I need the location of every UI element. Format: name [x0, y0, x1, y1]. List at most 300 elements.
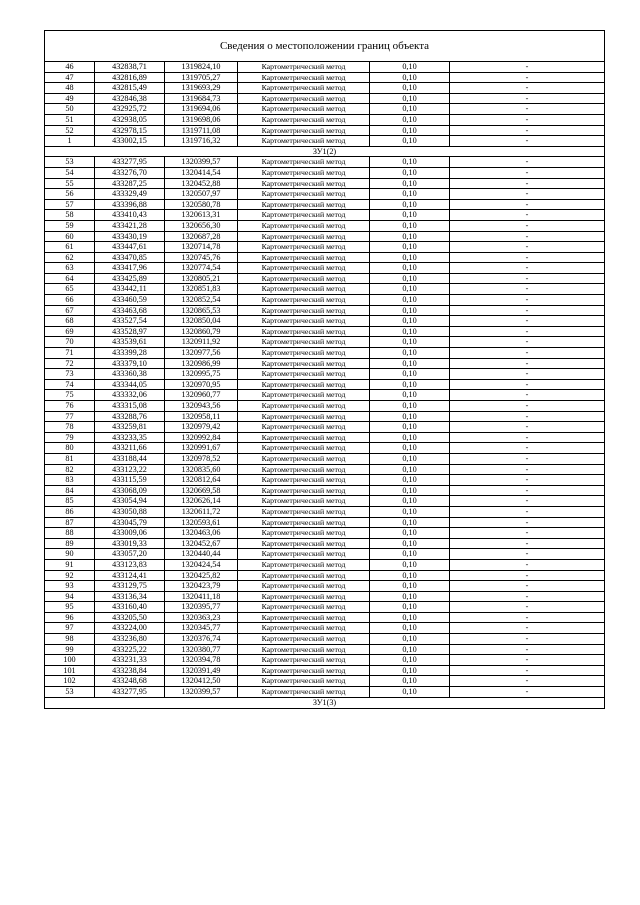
x-coordinate-cell: 433068,09 [95, 486, 165, 496]
x-coordinate-cell: 433315,08 [95, 401, 165, 411]
y-coordinate-cell: 1320463,06 [165, 528, 238, 538]
accuracy-cell: 0,10 [370, 443, 450, 453]
table-row [45, 486, 604, 497]
x-coordinate-cell: 432816,89 [95, 73, 165, 83]
point-number-cell: 79 [45, 433, 95, 443]
x-coordinate-cell: 433224,00 [95, 623, 165, 633]
accuracy-cell: 0,10 [370, 73, 450, 83]
y-coordinate-cell: 1320412,50 [165, 676, 238, 686]
accuracy-cell: 0,10 [370, 433, 450, 443]
table-row [45, 687, 604, 698]
description-cell: - [525, 528, 529, 538]
accuracy-cell: 0,10 [370, 295, 450, 305]
accuracy-cell: 0,10 [370, 369, 450, 379]
description-cell: - [525, 676, 529, 686]
x-coordinate-cell: 433360,38 [95, 369, 165, 379]
accuracy-cell: 0,10 [370, 528, 450, 538]
y-coordinate-cell: 1319684,73 [165, 94, 238, 104]
y-coordinate-cell: 1320714,78 [165, 242, 238, 252]
y-coordinate-cell: 1320943,56 [165, 401, 238, 411]
point-number-cell: 90 [45, 549, 95, 559]
accuracy-cell: 0,10 [370, 274, 450, 284]
y-coordinate-cell: 1320414,54 [165, 168, 238, 178]
description-cell: - [525, 83, 529, 93]
table-row [45, 645, 604, 656]
point-number-cell: 70 [45, 337, 95, 347]
x-coordinate-cell: 433188,44 [95, 454, 165, 464]
table-row [45, 242, 604, 253]
y-coordinate-cell: 1320865,53 [165, 306, 238, 316]
accuracy-cell: 0,10 [370, 412, 450, 422]
point-number-cell: 68 [45, 316, 95, 326]
table-row [45, 549, 604, 560]
x-coordinate-cell: 433009,06 [95, 528, 165, 538]
y-coordinate-cell: 1320812,64 [165, 475, 238, 485]
description-cell: - [525, 178, 529, 188]
description-cell: - [525, 231, 529, 241]
x-coordinate-cell: 433344,05 [95, 380, 165, 390]
method-cell: Картометрический метод [238, 210, 370, 220]
accuracy-cell: 0,10 [370, 359, 450, 369]
point-number-cell: 98 [45, 634, 95, 644]
accuracy-cell: 0,10 [370, 539, 450, 549]
point-number-cell: 72 [45, 359, 95, 369]
point-number-cell: 100 [45, 655, 95, 665]
point-number-cell: 97 [45, 623, 95, 633]
description-cell: - [525, 199, 529, 209]
accuracy-cell: 0,10 [370, 253, 450, 263]
boundary-table [44, 30, 605, 709]
accuracy-cell: 0,10 [370, 348, 450, 358]
point-number-cell: 91 [45, 560, 95, 570]
y-coordinate-cell: 1320424,54 [165, 560, 238, 570]
accuracy-cell: 0,10 [370, 337, 450, 347]
method-cell: Картометрический метод [238, 253, 370, 263]
description-cell: - [525, 485, 529, 495]
point-number-cell: 53 [45, 687, 95, 697]
y-coordinate-cell: 1320774,54 [165, 263, 238, 273]
y-coordinate-cell: 1320411,18 [165, 592, 238, 602]
y-coordinate-cell: 1320345,77 [165, 623, 238, 633]
point-number-cell: 101 [45, 666, 95, 676]
method-cell: Картометрический метод [238, 83, 370, 93]
table-row [45, 136, 604, 147]
point-number-cell: 95 [45, 602, 95, 612]
x-coordinate-cell: 433527,54 [95, 316, 165, 326]
table-row [45, 390, 604, 401]
method-cell: Картометрический метод [238, 454, 370, 464]
method-cell: Картометрический метод [238, 263, 370, 273]
method-cell: Картометрический метод [238, 486, 370, 496]
method-cell: Картометрический метод [238, 136, 370, 146]
point-number-cell: 54 [45, 168, 95, 178]
point-number-cell: 89 [45, 539, 95, 549]
method-cell: Картометрический метод [238, 157, 370, 167]
description-cell: - [525, 464, 529, 474]
accuracy-cell: 0,10 [370, 422, 450, 432]
method-cell: Картометрический метод [238, 507, 370, 517]
table-row [45, 528, 604, 539]
y-coordinate-cell: 1320580,78 [165, 200, 238, 210]
accuracy-cell: 0,10 [370, 157, 450, 167]
method-cell: Картометрический метод [238, 581, 370, 591]
accuracy-cell: 0,10 [370, 380, 450, 390]
y-coordinate-cell: 1319698,06 [165, 115, 238, 125]
method-cell: Картометрический метод [238, 126, 370, 136]
y-coordinate-cell: 1320613,31 [165, 210, 238, 220]
description-cell: - [525, 305, 529, 315]
method-cell: Картометрический метод [238, 380, 370, 390]
x-coordinate-cell: 433160,40 [95, 602, 165, 612]
description-cell: - [525, 93, 529, 103]
x-coordinate-cell: 433277,95 [95, 157, 165, 167]
accuracy-cell: 0,10 [370, 549, 450, 559]
point-number-cell: 86 [45, 507, 95, 517]
table-row [45, 465, 604, 476]
y-coordinate-cell: 1320979,42 [165, 422, 238, 432]
y-coordinate-cell: 1320960,77 [165, 390, 238, 400]
description-cell: - [525, 114, 529, 124]
table-row [45, 179, 604, 190]
description-cell: - [525, 443, 529, 453]
point-number-cell: 102 [45, 676, 95, 686]
y-coordinate-cell: 1320394,78 [165, 655, 238, 665]
description-cell: - [525, 612, 529, 622]
table-row [45, 200, 604, 211]
x-coordinate-cell: 432925,72 [95, 104, 165, 114]
point-number-cell: 88 [45, 528, 95, 538]
accuracy-cell: 0,10 [370, 645, 450, 655]
x-coordinate-cell: 433129,75 [95, 581, 165, 591]
description-cell: - [525, 284, 529, 294]
description-cell: - [525, 242, 529, 252]
method-cell: Картометрический метод [238, 390, 370, 400]
method-cell: Картометрический метод [238, 687, 370, 697]
point-number-cell: 83 [45, 475, 95, 485]
description-cell: - [525, 379, 529, 389]
accuracy-cell: 0,10 [370, 327, 450, 337]
y-coordinate-cell: 1320380,77 [165, 645, 238, 655]
method-cell: Картометрический метод [238, 284, 370, 294]
x-coordinate-cell: 433287,25 [95, 179, 165, 189]
method-cell: Картометрический метод [238, 475, 370, 485]
accuracy-cell: 0,10 [370, 242, 450, 252]
method-cell: Картометрический метод [238, 359, 370, 369]
description-cell: - [525, 475, 529, 485]
method-cell: Картометрический метод [238, 623, 370, 633]
table-row [45, 221, 604, 232]
table-row [45, 316, 604, 327]
y-coordinate-cell: 1319711,08 [165, 126, 238, 136]
x-coordinate-cell: 433430,19 [95, 232, 165, 242]
x-coordinate-cell: 433447,61 [95, 242, 165, 252]
method-cell: Картометрический метод [238, 645, 370, 655]
accuracy-cell: 0,10 [370, 221, 450, 231]
method-cell: Картометрический метод [238, 316, 370, 326]
y-coordinate-cell: 1320986,99 [165, 359, 238, 369]
table-row [45, 359, 604, 370]
description-cell: - [525, 390, 529, 400]
y-coordinate-cell: 1320391,49 [165, 666, 238, 676]
table-row [45, 581, 604, 592]
y-coordinate-cell: 1320363,23 [165, 613, 238, 623]
y-coordinate-cell: 1320991,67 [165, 443, 238, 453]
accuracy-cell: 0,10 [370, 571, 450, 581]
table-row [45, 253, 604, 264]
method-cell: Картометрический метод [238, 560, 370, 570]
y-coordinate-cell: 1320452,67 [165, 539, 238, 549]
x-coordinate-cell: 433045,79 [95, 518, 165, 528]
x-coordinate-cell: 433259,81 [95, 422, 165, 432]
description-cell: - [525, 623, 529, 633]
method-cell: Картометрический метод [238, 571, 370, 581]
accuracy-cell: 0,10 [370, 115, 450, 125]
table-row [45, 263, 604, 274]
point-number-cell: 50 [45, 104, 95, 114]
table-row [45, 634, 604, 645]
point-number-cell: 52 [45, 126, 95, 136]
table-row [45, 666, 604, 677]
accuracy-cell: 0,10 [370, 126, 450, 136]
x-coordinate-cell: 433054,94 [95, 496, 165, 506]
method-cell: Картометрический метод [238, 465, 370, 475]
table-row [45, 189, 604, 200]
table-row [45, 613, 604, 624]
y-coordinate-cell: 1320852,54 [165, 295, 238, 305]
section-label: ЗУ1(2) [312, 146, 337, 156]
description-cell: - [525, 295, 529, 305]
x-coordinate-cell: 433050,88 [95, 507, 165, 517]
x-coordinate-cell: 433123,83 [95, 560, 165, 570]
table-row [45, 433, 604, 444]
accuracy-cell: 0,10 [370, 306, 450, 316]
method-cell: Картометрический метод [238, 189, 370, 199]
method-cell: Картометрический метод [238, 412, 370, 422]
description-cell: - [525, 316, 529, 326]
point-number-cell: 69 [45, 327, 95, 337]
point-number-cell: 61 [45, 242, 95, 252]
table-row [45, 539, 604, 550]
method-cell: Картометрический метод [238, 94, 370, 104]
accuracy-cell: 0,10 [370, 496, 450, 506]
method-cell: Картометрический метод [238, 168, 370, 178]
method-cell: Картометрический метод [238, 539, 370, 549]
table-row [45, 571, 604, 582]
point-number-cell: 58 [45, 210, 95, 220]
accuracy-cell: 0,10 [370, 94, 450, 104]
y-coordinate-cell: 1320626,14 [165, 496, 238, 506]
x-coordinate-cell: 433421,28 [95, 221, 165, 231]
table-body [45, 62, 604, 708]
x-coordinate-cell: 433332,06 [95, 390, 165, 400]
description-cell: - [525, 401, 529, 410]
method-cell: Картометрический метод [238, 200, 370, 210]
y-coordinate-cell: 1319824,10 [165, 62, 238, 72]
y-coordinate-cell: 1319693,29 [165, 83, 238, 93]
method-cell: Картометрический метод [238, 274, 370, 284]
point-number-cell: 63 [45, 263, 95, 273]
x-coordinate-cell: 433057,20 [95, 549, 165, 559]
table-row [45, 295, 604, 306]
description-cell: - [525, 263, 529, 273]
table-row [45, 602, 604, 613]
point-number-cell: 78 [45, 422, 95, 432]
table-row [45, 412, 604, 423]
accuracy-cell: 0,10 [370, 104, 450, 114]
table-row [45, 676, 604, 687]
accuracy-cell: 0,10 [370, 263, 450, 273]
y-coordinate-cell: 1320745,76 [165, 253, 238, 263]
point-number-cell: 71 [45, 348, 95, 358]
point-number-cell: 82 [45, 465, 95, 475]
table-row [45, 592, 604, 603]
table-row [45, 94, 604, 105]
method-cell: Картометрический метод [238, 306, 370, 316]
table-row [45, 274, 604, 285]
description-cell: - [525, 453, 529, 463]
description-cell: - [525, 411, 529, 421]
accuracy-cell: 0,10 [370, 602, 450, 612]
method-cell: Картометрический метод [238, 528, 370, 538]
point-number-cell: 64 [45, 274, 95, 284]
table-row [45, 284, 604, 295]
x-coordinate-cell: 432938,05 [95, 115, 165, 125]
accuracy-cell: 0,10 [370, 200, 450, 210]
accuracy-cell: 0,10 [370, 486, 450, 496]
x-coordinate-cell: 433205,50 [95, 613, 165, 623]
point-number-cell: 59 [45, 221, 95, 231]
x-coordinate-cell: 433238,84 [95, 666, 165, 676]
x-coordinate-cell: 433002,15 [95, 136, 165, 146]
description-cell: - [525, 358, 529, 368]
description-cell: - [525, 634, 529, 644]
point-number-cell: 62 [45, 253, 95, 263]
point-number-cell: 85 [45, 496, 95, 506]
x-coordinate-cell: 433225,22 [95, 645, 165, 655]
x-coordinate-cell: 433288,76 [95, 412, 165, 422]
x-coordinate-cell: 433425,89 [95, 274, 165, 284]
point-number-cell: 73 [45, 369, 95, 379]
method-cell: Картометрический метод [238, 73, 370, 83]
accuracy-cell: 0,10 [370, 136, 450, 146]
description-cell: - [525, 157, 529, 167]
point-number-cell: 49 [45, 94, 95, 104]
x-coordinate-cell: 433211,66 [95, 443, 165, 453]
table-row [45, 348, 604, 359]
section-row [45, 698, 604, 709]
x-coordinate-cell: 432838,71 [95, 62, 165, 72]
x-coordinate-cell: 433460,59 [95, 295, 165, 305]
y-coordinate-cell: 1320851,83 [165, 284, 238, 294]
x-coordinate-cell: 433329,49 [95, 189, 165, 199]
table-row [45, 443, 604, 454]
accuracy-cell: 0,10 [370, 284, 450, 294]
method-cell: Картометрический метод [238, 496, 370, 506]
accuracy-cell: 0,10 [370, 189, 450, 199]
point-number-cell: 67 [45, 306, 95, 316]
point-number-cell: 53 [45, 157, 95, 167]
method-cell: Картометрический метод [238, 337, 370, 347]
point-number-cell: 96 [45, 613, 95, 623]
description-cell: - [525, 125, 529, 135]
table-row [45, 115, 604, 126]
description-cell: - [525, 687, 529, 697]
method-cell: Картометрический метод [238, 602, 370, 612]
x-coordinate-cell: 433236,80 [95, 634, 165, 644]
method-cell: Картометрический метод [238, 62, 370, 72]
accuracy-cell: 0,10 [370, 507, 450, 517]
point-number-cell: 81 [45, 454, 95, 464]
accuracy-cell: 0,10 [370, 210, 450, 220]
x-coordinate-cell: 433379,10 [95, 359, 165, 369]
description-cell: - [525, 559, 529, 569]
accuracy-cell: 0,10 [370, 168, 450, 178]
y-coordinate-cell: 1320958,11 [165, 412, 238, 422]
x-coordinate-cell: 433417,96 [95, 263, 165, 273]
accuracy-cell: 0,10 [370, 613, 450, 623]
accuracy-cell: 0,10 [370, 475, 450, 485]
y-coordinate-cell: 1320977,56 [165, 348, 238, 358]
method-cell: Картометрический метод [238, 666, 370, 676]
method-cell: Картометрический метод [238, 232, 370, 242]
method-cell: Картометрический метод [238, 676, 370, 686]
y-coordinate-cell: 1320611,72 [165, 507, 238, 517]
description-cell: - [525, 496, 529, 506]
accuracy-cell: 0,10 [370, 666, 450, 676]
table-row [45, 475, 604, 486]
table-row [45, 104, 604, 115]
method-cell: Картометрический метод [238, 655, 370, 665]
x-coordinate-cell: 433115,59 [95, 475, 165, 485]
accuracy-cell: 0,10 [370, 581, 450, 591]
method-cell: Картометрический метод [238, 634, 370, 644]
y-coordinate-cell: 1320687,28 [165, 232, 238, 242]
section-label: ЗУ1(3) [312, 697, 337, 707]
accuracy-cell: 0,10 [370, 62, 450, 72]
y-coordinate-cell: 1320995,75 [165, 369, 238, 379]
x-coordinate-cell: 433136,34 [95, 592, 165, 602]
y-coordinate-cell: 1320805,21 [165, 274, 238, 284]
method-cell: Картометрический метод [238, 518, 370, 528]
y-coordinate-cell: 1320452,88 [165, 179, 238, 189]
table-row [45, 126, 604, 137]
table-row [45, 306, 604, 317]
table-row [45, 380, 604, 391]
description-cell: - [525, 220, 529, 230]
x-coordinate-cell: 433233,35 [95, 433, 165, 443]
description-cell: - [525, 136, 529, 146]
y-coordinate-cell: 1319694,06 [165, 104, 238, 114]
y-coordinate-cell: 1320376,74 [165, 634, 238, 644]
method-cell: Картометрический метод [238, 327, 370, 337]
method-cell: Картометрический метод [238, 592, 370, 602]
method-cell: Картометрический метод [238, 433, 370, 443]
method-cell: Картометрический метод [238, 369, 370, 379]
y-coordinate-cell: 1320978,52 [165, 454, 238, 464]
y-coordinate-cell: 1320850,04 [165, 316, 238, 326]
point-number-cell: 92 [45, 571, 95, 581]
table-row [45, 507, 604, 518]
accuracy-cell: 0,10 [370, 634, 450, 644]
x-coordinate-cell: 433470,85 [95, 253, 165, 263]
y-coordinate-cell: 1320970,95 [165, 380, 238, 390]
x-coordinate-cell: 433396,88 [95, 200, 165, 210]
method-cell: Картометрический метод [238, 401, 370, 411]
y-coordinate-cell: 1320860,79 [165, 327, 238, 337]
point-number-cell: 84 [45, 486, 95, 496]
table-row [45, 327, 604, 338]
accuracy-cell: 0,10 [370, 465, 450, 475]
